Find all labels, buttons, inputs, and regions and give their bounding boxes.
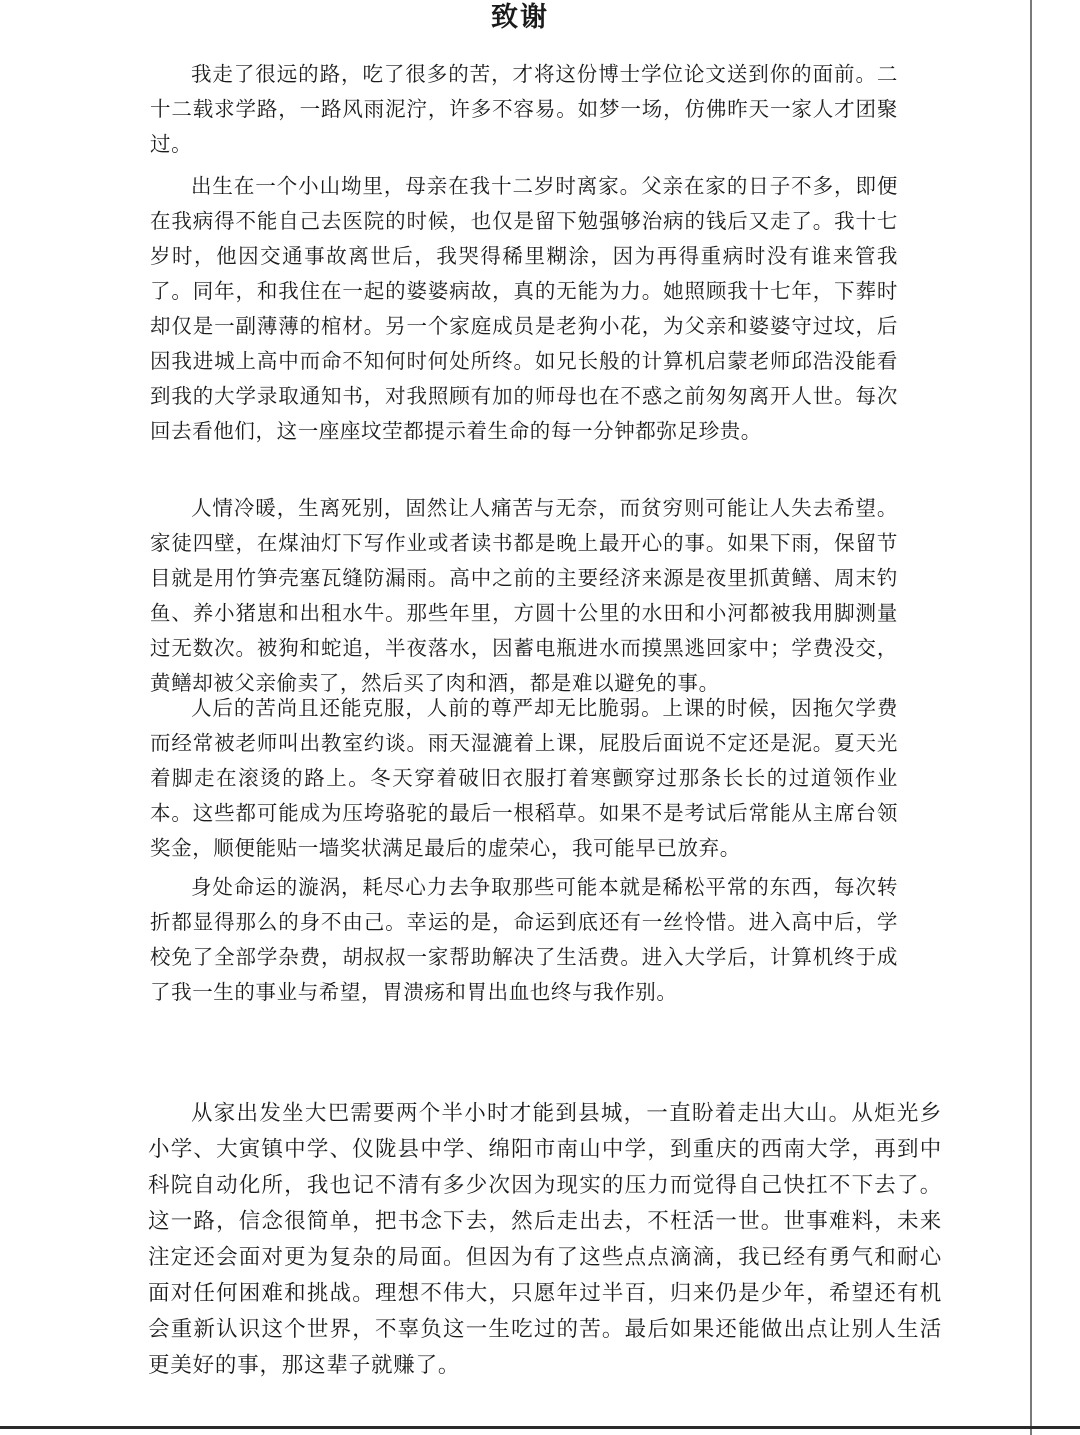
bottom-divider <box>0 1426 1080 1429</box>
paragraph-5: 身处命运的漩涡，耗尽心力去争取那些可能本就是稀松平常的东西，每次转折都显得那么的身不由己。幸运的是，命运到底还有一丝怜惜。进入高中后，学校免了全部学杂费，胡叔叔一家帮助解决了生活费。进入大学后，计算机终于成了我一生的事业与希望，胃溃疡和胃出血也终与我作别。 <box>150 875 898 1004</box>
paragraph-4: 人后的苦尚且还能克服，人前的尊严却无比脆弱。上课的时候，因拖欠学费而经常被老师叫出教室约谈。雨天湿漉着上课，屁股后面说不定还是泥。夏天光着脚走在滚烫的路上。冬天穿着破旧衣服打着寒颤穿过那条长长的过道领作业本。这些都可能成为压垮骆驼的最后一根稻草。如果不是考试后常能从主席台领奖金，顺便能贴一墙奖状满足最后的虚荣心，我可能早已放弃。 <box>150 696 898 860</box>
paragraph-2: 出生在一个小山坳里，母亲在我十二岁时离家。父亲在家的日子不多，即便在我病得不能自己去医院的时候，也仅是留下勉强够治病的钱后又走了。我十七岁时，他因交通事故离世后，我哭得稀里糊涂，因为再得重病时没有谁来管我了。同年，和我住在一起的婆婆病故，真的无能为力。她照顾我十七年，下葬时却仅是一副薄薄的棺材。另一个家庭成员是老狗小花，为父亲和婆婆守过坟，后因我进城上高中而命不知何时何处所终。如兄长般的计算机启蒙老师邱浩没能看到我的大学录取通知书，对我照顾有加的师母也在不惑之前匆匆离开人世。每次回去看他们，这一座座坟茔都提示着生命的每一分钟都弥足珍贵。 <box>150 174 898 443</box>
paragraph-1: 我走了很远的路，吃了很多的苦，才将这份博士学位论文送到你的面前。二十二载求学路，一路风雨泥泞，许多不容易。如梦一场，仿佛昨天一家人才团聚过。 <box>150 62 898 156</box>
page-title: 致谢 <box>491 2 549 33</box>
paragraph-6: 从家出发坐大巴需要两个半小时才能到县城，一直盼着走出大山。从炬光乡小学、大寅镇中学、仪陇县中学、绵阳市南山中学，到重庆的西南大学，再到中科院自动化所，我也记不清有多少次因为现实的压力而觉得自己快扛不下去了。这一路，信念很简单，把书念下去，然后走出去，不枉活一世。世事难料，未来注定还会面对更为复杂的局面。但因为有了这些点点滴滴，我已经有勇气和耐心面对任何困难和挑战。理想不伟大，只愿年过半百，归来仍是少年，希望还有机会重新认识这个世界，不辜负这一生吃过的苦。最后如果还能做出点让别人生活更美好的事，那这辈子就赚了。 <box>148 1101 942 1378</box>
paragraph-3: 人情冷暖，生离死别，固然让人痛苦与无奈，而贫穷则可能让人失去希望。家徒四壁，在煤油灯下写作业或者读书都是晚上最开心的事。如果下雨，保留节目就是用竹笋壳塞瓦缝防漏雨。高中之前的主要经济来源是夜里抓黄鳝、周末钓鱼、养小猪崽和出租水牛。那些年里，方圆十公里的水田和小河都被我用脚测量过无数次。被狗和蛇追，半夜落水，因蓄电瓶进水而摸黑逃回家中；学费没交，黄鳝却被父亲偷卖了，然后买了肉和酒，都是难以避免的事。 <box>150 496 898 695</box>
page-edge-divider <box>1030 0 1032 1435</box>
